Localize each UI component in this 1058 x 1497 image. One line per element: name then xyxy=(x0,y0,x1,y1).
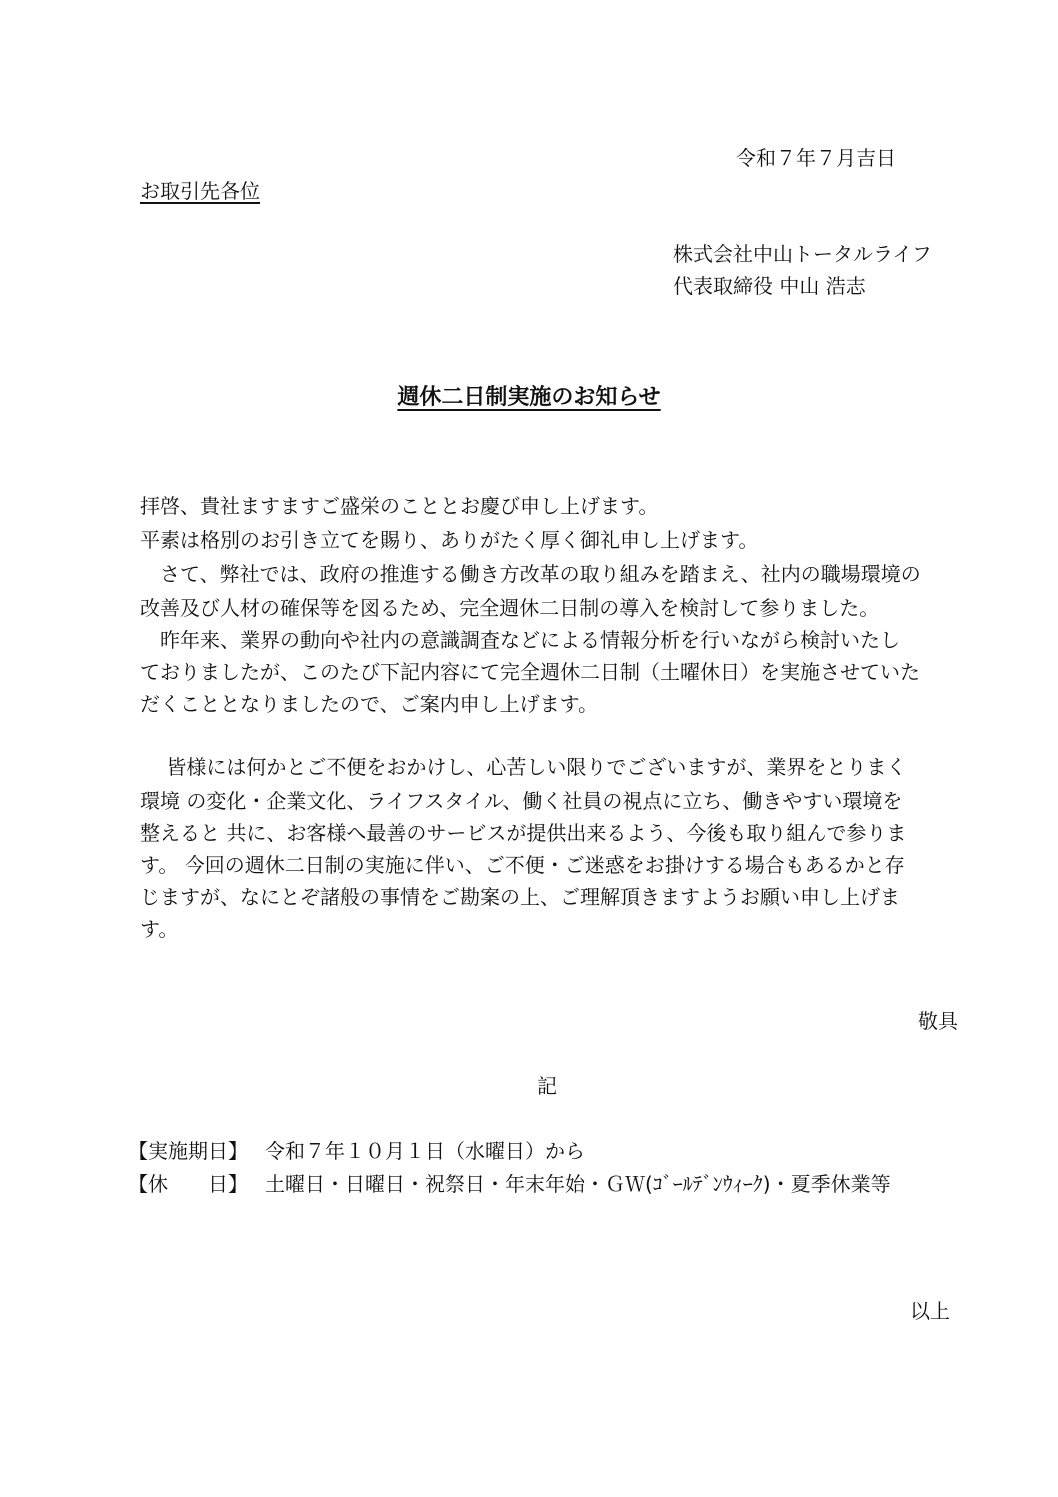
sender-representative: 代表取締役 中山 浩志 xyxy=(673,274,866,298)
sender-company: 株式会社中山トータルライフ xyxy=(673,242,932,266)
body-line: す。 今回の週休二日制の実施に伴い、ご不便・ご迷惑をお掛けする場合もあるかと存 xyxy=(140,853,905,877)
body-line: 環境 の変化・企業文化、ライフスタイル、働く社員の視点に立ち、働きやすい環境を xyxy=(140,789,903,813)
closing-keigu: 敬具 xyxy=(918,1009,958,1033)
body-line: さて、弊社では、政府の推進する働き方改革の取り組みを踏まえ、社内の職場環境の xyxy=(140,562,921,586)
recipient: お取引先各位 xyxy=(140,179,260,203)
body-line: ておりましたが、このたび下記内容にて完全週休二日制（土曜休日）を実施させていた xyxy=(140,660,920,684)
body-line: 皆様には何かとご不便をおかけし、心苦しい限りでございますが、業界をとりまく xyxy=(140,755,907,779)
record-value-date: 令和７年１０月１日（水曜日）から xyxy=(265,1139,585,1163)
body-line: 整えると 共に、お客様へ最善のサービスが提供出来るよう、今後も取り組んで参りま xyxy=(140,821,907,845)
body-line: じますが、なにとぞ諸般の事情をご勘案の上、ご理解頂きますようお願い申し上げま xyxy=(140,885,900,909)
document-date: 令和７年７月吉日 xyxy=(736,146,896,170)
document-title: 週休二日制実施のお知らせ xyxy=(397,385,661,410)
body-line: す。 xyxy=(140,917,179,941)
record-label-holidays: 【休 日】 xyxy=(128,1172,248,1196)
record-label-date: 【実施期日】 xyxy=(128,1139,248,1163)
ki-heading: 記 xyxy=(537,1074,557,1098)
body-line: 改善及び人材の確保等を図るため、完全週休二日制の導入を検討して参りました。 xyxy=(140,596,880,620)
body-line: 平素は格別のお引き立てを賜り、ありがたく厚く御礼申し上げます。 xyxy=(140,528,759,552)
record-value-holidays: 土曜日・日曜日・祝祭日・年末年始・ＧＷ(ｺﾞｰﾙﾃﾞﾝｳｨｰｸ)・夏季休業等 xyxy=(265,1172,891,1196)
end-mark: 以上 xyxy=(910,1299,950,1323)
body-line: だくこととなりましたので、ご案内申し上げます。 xyxy=(140,692,598,716)
body-line: 拝啓、貴社ますますご盛栄のこととお慶び申し上げます。 xyxy=(140,494,659,518)
body-line: 昨年来、業界の動向や社内の意識調査などによる情報分析を行いながら検討いたし xyxy=(140,628,900,652)
